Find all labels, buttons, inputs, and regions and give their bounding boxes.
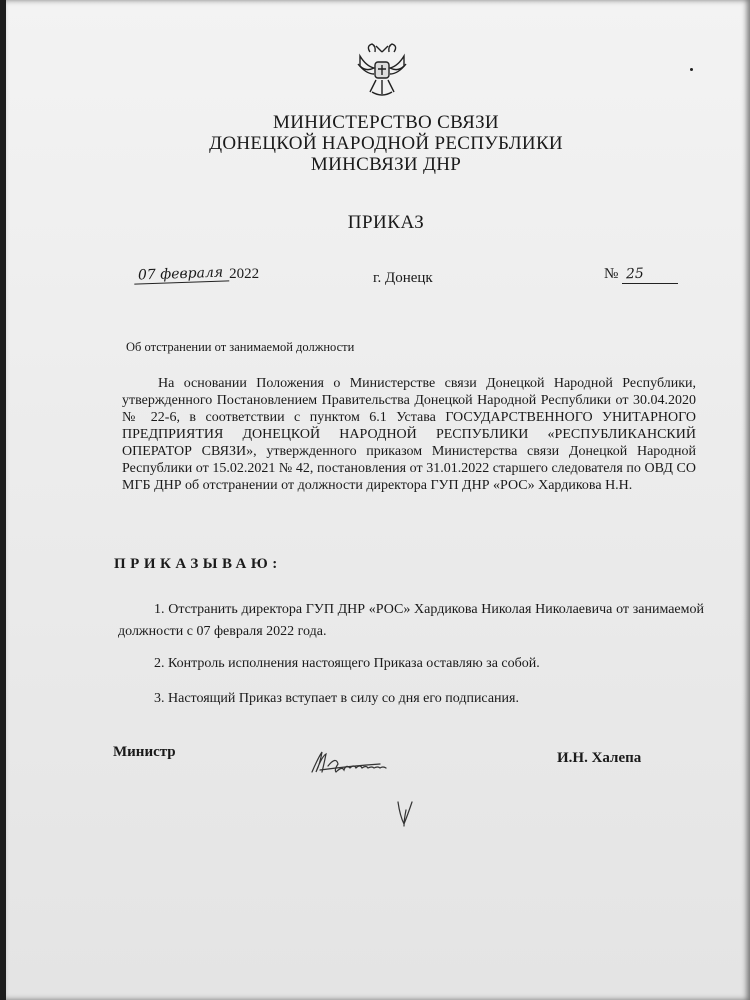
order-title: ПРИКАЗ bbox=[347, 212, 425, 233]
order-item-1: 1. Отстранить директора ГУП ДНР «РОС» Хардикова Николая Николаевича от занимаемой должности с 07 февраля 2022 года. bbox=[118, 602, 704, 639]
ministry-header bbox=[156, 112, 616, 175]
order-item-3: 3. Настоящий Приказ вступает в силу со дня его подписания. bbox=[154, 691, 519, 706]
ink-dot bbox=[690, 68, 693, 71]
order-item-2: 2. Контроль исполнения настоящего Приказа оставляю за собой. bbox=[154, 656, 540, 671]
number-prefix: № bbox=[604, 266, 619, 282]
header-line-1: МИНИСТЕРСТВО СВЯЗИ bbox=[273, 112, 499, 133]
order-date bbox=[134, 266, 259, 283]
signer-name: И.Н. Халепа bbox=[557, 750, 642, 766]
handwritten-signature bbox=[306, 740, 446, 840]
preamble-paragraph: На основании Положения о Министерстве связи Донецкой Народной Республики, утвержденного Постановлением Правительства Донецкой Народной Республики от 30.04.2020 № 22-6, в соответствии с пунктом 6.1 Устава ГОСУДАРСТВЕННОГО УНИТАРНОГО ПРЕДПРИЯТИЯ ДОНЕЦКОЙ НАРОДНОЙ РЕСПУБЛИКИ «РЕСПУБЛИКАНСКИЙ ОПЕРАТОР СВЯЗИ», утвержденного приказом Министерства связи Донецкой Народной Республики от 15.02.2021 № 42, постановления от 31.01.2022 старшего следователя по ОВД СО МГБ ДНР об отстранении от должности директора ГУП ДНР «РОС» Хардикова Н.Н. bbox=[122, 376, 696, 493]
header-line-3: МИНСВЯЗИ ДНР bbox=[310, 154, 462, 175]
date-year: 2022 bbox=[229, 266, 260, 282]
handwritten-number: 25 bbox=[626, 265, 645, 283]
double-headed-eagle-emblem-icon bbox=[354, 42, 410, 100]
signer-position: Министр bbox=[113, 744, 176, 760]
document-page bbox=[6, 0, 750, 1000]
decree-heading: ПРИКАЗЫВАЮ: bbox=[114, 556, 282, 572]
handwritten-date: 07 февраля bbox=[134, 264, 230, 284]
header-line-2: ДОНЕЦКОЙ НАРОДНОЙ РЕСПУБЛИКИ bbox=[209, 133, 563, 154]
order-number bbox=[604, 266, 678, 284]
city: г. Донецк bbox=[373, 270, 433, 286]
order-subject: Об отстранении от занимаемой должности bbox=[126, 340, 355, 354]
